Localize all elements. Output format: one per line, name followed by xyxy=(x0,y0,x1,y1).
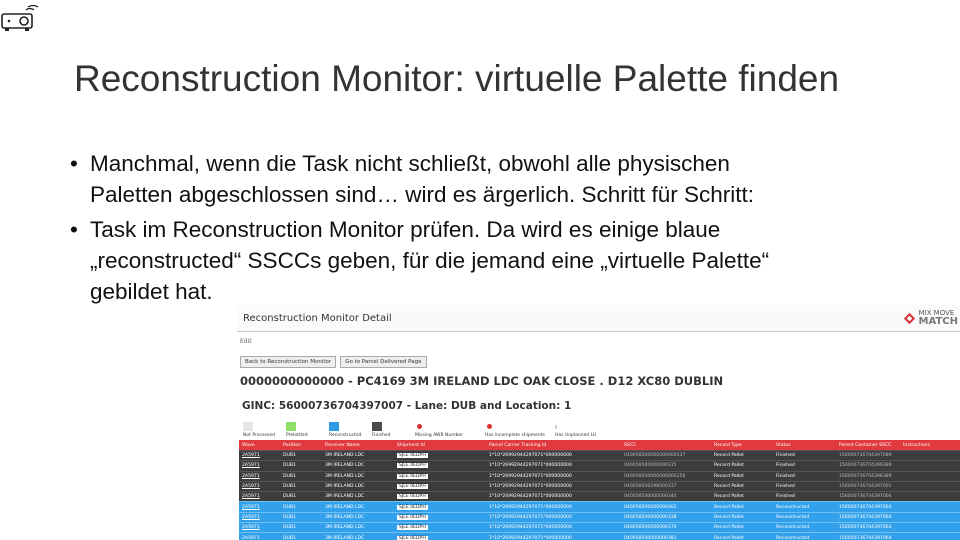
table-cell: Record Pallet xyxy=(711,533,773,540)
bullet-text: „reconstructed“ SSCCs geben, für die jemand eine „virtuelle Palette“ xyxy=(90,248,770,273)
table-row xyxy=(239,461,960,471)
table-cell: DUB1 xyxy=(280,523,322,533)
bullet-list xyxy=(68,148,928,311)
table-cell xyxy=(900,533,960,540)
table-cell: Record Pallet xyxy=(711,492,773,502)
table-cell[interactable]: 2A5971 xyxy=(239,502,280,512)
table-cell: DUB1 xyxy=(280,502,322,512)
table-cell: Record Pallet xyxy=(711,451,773,461)
table-cell: 1*10*26992944297071*000000000 xyxy=(486,523,621,533)
table-cell[interactable]: 2A5971 xyxy=(239,523,280,533)
table-cell xyxy=(900,492,960,502)
table-cell[interactable]: SJLE 0EDPH xyxy=(394,523,486,533)
table-cell: 156000736704397004 xyxy=(836,492,900,502)
bullet-text: Paletten abgeschlossen sind… wird es ärgerlich. Schritt für Schritt: xyxy=(90,182,755,207)
table-cell: 040058500000000002 xyxy=(621,502,711,512)
brand-logo xyxy=(903,309,960,327)
table-cell: 1*10*26992944297071*000000000 xyxy=(486,471,621,481)
column-header[interactable]: Parcel Carrier Tracking Id xyxy=(486,440,621,451)
order-heading: 0000000000000 - PC4169 3M IRELAND LDC OAK CLOSE . D12 XC80 DUBLIN xyxy=(240,374,724,388)
brand-mark-icon xyxy=(903,312,916,325)
column-header[interactable]: SSCC xyxy=(621,440,711,451)
table-cell: DUB1 xyxy=(280,492,322,502)
column-header[interactable]: Parent Container SSCC xyxy=(836,440,900,451)
table-cell: 3M IRELAND LDC xyxy=(322,451,394,461)
table-cell: Record Pallet xyxy=(711,523,773,533)
table-row xyxy=(239,512,960,522)
table-cell xyxy=(900,523,960,533)
legend-label: Prelottled xyxy=(286,433,308,438)
table-cell: 1*10*26992944297071*000000000 xyxy=(486,512,621,522)
table-cell[interactable]: 2A5971 xyxy=(239,481,280,491)
button-row xyxy=(237,348,960,368)
table-cell: 3M IRELAND LDC xyxy=(322,533,394,540)
shipment-table xyxy=(239,440,960,540)
table-cell: 3M IRELAND LDC xyxy=(322,481,394,491)
screenshot-title: Reconstruction Monitor Detail xyxy=(243,312,392,324)
legend-item xyxy=(485,422,555,438)
table-cell[interactable]: 2A5971 xyxy=(239,451,280,461)
brand-line-1: MIX MOVE xyxy=(918,309,955,317)
legend-swatch xyxy=(329,422,339,431)
ginc-heading: GINC: 56000736704397007 - Lane: DUB and Location: 1 xyxy=(242,400,572,412)
legend-label: Not Processed xyxy=(243,433,276,438)
table-cell[interactable]: SJLE 0EDPH xyxy=(394,512,486,522)
screenshot-header xyxy=(237,305,960,332)
table-cell[interactable]: SJLE 0EDPH xyxy=(394,481,486,491)
table-cell: 3M IRELAND LDC xyxy=(322,471,394,481)
table-cell xyxy=(900,451,960,461)
table-cell[interactable]: SJLE 0EDPH xyxy=(394,502,486,512)
legend-label: Missing AWB Number xyxy=(415,433,464,438)
parcel-delivered-button[interactable]: Go to Parcel Delivered Page xyxy=(340,356,426,368)
legend-mark-icon: ı xyxy=(555,423,557,431)
table-cell: Finished xyxy=(773,461,836,471)
table-cell: 156000736704397064 xyxy=(836,533,900,540)
table-cell: 1*10*26992944297071*000000000 xyxy=(486,502,621,512)
column-header[interactable]: Instructions xyxy=(900,440,960,451)
table-cell[interactable]: 2A5971 xyxy=(239,512,280,522)
table-cell: 040058500000000344 xyxy=(621,492,711,502)
projector-icon xyxy=(0,4,40,34)
table-cell: 1*10*26992944297071*000000000 xyxy=(486,461,621,471)
table-cell[interactable]: SJLE 0EDPH xyxy=(394,451,486,461)
legend-dot-icon xyxy=(417,424,422,429)
table-cell xyxy=(900,502,960,512)
legend-item xyxy=(329,422,372,438)
table-cell: Finished xyxy=(773,492,836,502)
table-cell: 040058500000000370 xyxy=(621,523,711,533)
bullet-text: • Task im Reconstruction Monitor prüfen. Da wird es einige blaue xyxy=(90,217,721,242)
table-cell: 156000736704397089 xyxy=(836,451,900,461)
reconstruction-monitor-screenshot xyxy=(237,305,960,540)
back-to-monitor-button[interactable]: Back to Reconstruction Monitor xyxy=(240,356,336,368)
legend-label: Reconstructed xyxy=(329,433,362,438)
table-cell: Reconstructed xyxy=(773,502,836,512)
table-cell: 040058500000000381 xyxy=(621,533,711,540)
table-cell: DUB1 xyxy=(280,481,322,491)
legend-item xyxy=(415,422,485,438)
column-header[interactable]: Shipment Id xyxy=(394,440,486,451)
table-cell: 3M IRELAND LDC xyxy=(322,523,394,533)
table-cell: 3M IRELAND LDC xyxy=(322,461,394,471)
bullet-item xyxy=(68,148,928,210)
breadcrumb[interactable]: Edit xyxy=(240,338,252,345)
table-cell: Finished xyxy=(773,471,836,481)
table-row xyxy=(239,492,960,502)
table-cell: Record Pallet xyxy=(711,471,773,481)
table-cell[interactable]: SJLE 0EDPH xyxy=(394,471,486,481)
bullet-item xyxy=(68,214,928,307)
table-cell: 040058500000000338 xyxy=(621,512,711,522)
table-row xyxy=(239,451,960,461)
table-cell: Reconstructed xyxy=(773,533,836,540)
legend-swatch xyxy=(286,422,296,431)
table-cell: Finished xyxy=(773,481,836,491)
table-cell: DUB1 xyxy=(280,512,322,522)
table-cell: 156000736704397064 xyxy=(836,512,900,522)
legend-item xyxy=(555,422,625,438)
table-cell: 1*10*26992944297071*000000000 xyxy=(486,533,621,540)
legend-swatch xyxy=(243,422,253,431)
table-cell: DUB1 xyxy=(280,451,322,461)
table-row xyxy=(239,533,960,540)
table-cell: DUB1 xyxy=(280,461,322,471)
table-cell xyxy=(900,461,960,471)
table-cell: 156000736704396389 xyxy=(836,471,900,481)
table-cell xyxy=(900,512,960,522)
table-cell: Reconstructed xyxy=(773,523,836,533)
table-cell[interactable]: 2A5971 xyxy=(239,492,280,502)
table-cell: 040058500298000337 xyxy=(621,481,711,491)
legend-label: Finished xyxy=(372,433,391,438)
table-cell: 1*10*26992944297071*000000000 xyxy=(486,492,621,502)
table-cell[interactable]: 2A5971 xyxy=(239,533,280,540)
table-cell: 156000736704397064 xyxy=(836,502,900,512)
table-cell: Record Pallet xyxy=(711,481,773,491)
column-header[interactable]: Position xyxy=(280,440,322,451)
table-cell xyxy=(900,481,960,491)
table-cell: 156000736704396389 xyxy=(836,461,900,471)
table-cell: DUB1 xyxy=(280,533,322,540)
legend-label: Has incomplete shipments xyxy=(485,433,545,438)
column-header[interactable]: Wave xyxy=(239,440,280,451)
column-header[interactable]: Receiver Name xyxy=(322,440,394,451)
table-cell: 3M IRELAND LDC xyxy=(322,492,394,502)
bullet-text: • Manchmal, wenn die Task nicht schließt, obwohl alle physischen xyxy=(90,151,730,176)
table-cell: 040058500000000000256 xyxy=(621,471,711,481)
table-cell: Reconstructed xyxy=(773,512,836,522)
table-cell: 1*10*26992944297071*000000000 xyxy=(486,481,621,491)
table-cell: 156000736704397001 xyxy=(836,481,900,491)
table-cell: Finished xyxy=(773,451,836,461)
table-cell: 3M IRELAND LDC xyxy=(322,512,394,522)
status-legend xyxy=(237,412,960,438)
table-cell: 1*10*26992944297071*000000000 xyxy=(486,451,621,461)
column-header[interactable]: Record Type xyxy=(711,440,773,451)
legend-swatch xyxy=(372,422,382,431)
table-row xyxy=(239,471,960,481)
table-cell: 040058500000000315 xyxy=(621,461,711,471)
table-cell: 040058500000000000537 xyxy=(621,451,711,461)
slide-title: Reconstruction Monitor: virtuelle Palette finden xyxy=(74,58,840,99)
table-cell[interactable]: 2A5971 xyxy=(239,461,280,471)
brand-line-2: MATCH xyxy=(918,316,958,327)
legend-item xyxy=(286,422,329,438)
legend-dot-icon xyxy=(487,424,492,429)
table-row xyxy=(239,481,960,491)
table-row xyxy=(239,523,960,533)
bullet-text: gebildet hat. xyxy=(90,279,213,304)
legend-item xyxy=(372,422,415,438)
table-cell[interactable]: SJLE 0EDPH xyxy=(394,533,486,540)
table-cell: Record Pallet xyxy=(711,502,773,512)
table-cell: DUB1 xyxy=(280,471,322,481)
column-header[interactable]: Status xyxy=(773,440,836,451)
table-cell: Record Pallet xyxy=(711,461,773,471)
legend-item xyxy=(243,422,286,438)
table-cell[interactable]: SJLE 0EDPH xyxy=(394,461,486,471)
table-cell xyxy=(900,471,960,481)
table-row xyxy=(239,502,960,512)
table-header-row xyxy=(239,440,960,451)
table-cell[interactable]: SJLE 0EDPH xyxy=(394,492,486,502)
table-cell[interactable]: 2A5971 xyxy=(239,471,280,481)
legend-label: Has Unplanned LU xyxy=(555,433,597,438)
table-cell: 156000736704397064 xyxy=(836,523,900,533)
table-cell: 3M IRELAND LDC xyxy=(322,502,394,512)
table-cell: Record Pallet xyxy=(711,512,773,522)
